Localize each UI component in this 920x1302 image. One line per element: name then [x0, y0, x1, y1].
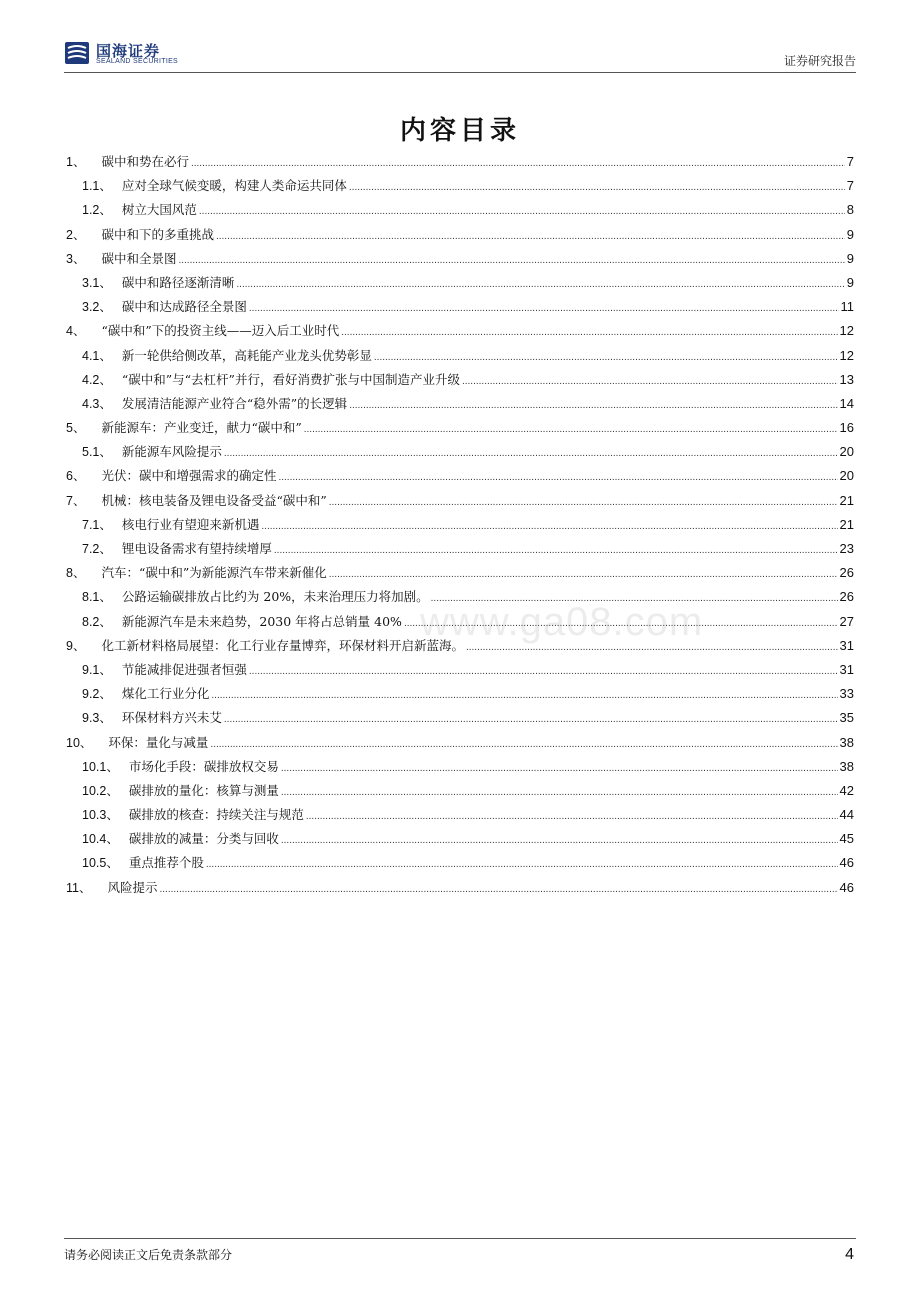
toc-entry-label: 核电行业有望迎来新机遇 — [121, 516, 260, 532]
toc-dot-leader — [281, 763, 838, 774]
toc-entry-page: 26 — [839, 589, 854, 605]
toc-entry-number: 10.2、 — [82, 783, 119, 798]
toc-entry-page: 12 — [839, 347, 854, 363]
toc-entry[interactable] — [66, 878, 854, 902]
toc-entry[interactable] — [66, 466, 854, 490]
toc-entry-number: 9.2、 — [82, 687, 112, 702]
toc-entry-page: 9 — [846, 226, 854, 242]
toc-entry-page: 42 — [839, 782, 854, 798]
toc-entry[interactable] — [66, 491, 854, 515]
toc-entry[interactable] — [66, 200, 854, 224]
toc-entry[interactable] — [66, 684, 854, 708]
toc-entry-number: 11、 — [66, 880, 92, 895]
toc-entry-number: 9.3、 — [82, 711, 112, 726]
toc-entry-label: 公路运输碳排放占比约为 20%，未来治理压力将加剧。 — [121, 589, 429, 605]
toc-entry[interactable] — [66, 853, 854, 877]
toc-entry-label: 发展清洁能源产业符合“稳外需”的长逻辑 — [121, 395, 348, 411]
toc-entry-number: 5.1、 — [82, 445, 112, 460]
toc-entry[interactable] — [66, 660, 854, 684]
toc-entry-page: 11 — [840, 299, 854, 315]
toc-entry-page: 44 — [839, 807, 854, 823]
toc-dot-leader — [206, 859, 838, 870]
toc-entry-number: 7.1、 — [82, 517, 112, 532]
toc-dot-leader — [249, 666, 838, 677]
toc-entry-number: 5、 — [66, 421, 86, 436]
footer-divider — [64, 1238, 856, 1239]
toc-entry-page: 26 — [839, 565, 854, 581]
toc-entry-page: 8 — [846, 202, 854, 218]
toc-dot-leader — [224, 714, 838, 725]
toc-entry-label: “碳中和”下的投资主线——迈入后工业时代 — [101, 323, 340, 339]
toc-entry-number: 4.3、 — [82, 396, 112, 411]
toc-dot-leader — [261, 521, 837, 532]
toc-entry-label: 树立大国风范 — [121, 202, 197, 218]
toc-dot-leader — [329, 497, 838, 508]
toc-dot-leader — [199, 206, 845, 217]
toc-entry-label: 煤化工行业分化 — [121, 686, 210, 702]
toc-entry-number: 3、 — [66, 251, 86, 266]
toc-entry-label: 碳排放的减量：分类与回收 — [128, 831, 279, 847]
company-name-cn: 国海证券 — [96, 42, 161, 60]
toc-entry-label: 碳中和全景图 — [101, 250, 177, 266]
toc-dot-leader — [462, 376, 838, 387]
table-of-contents — [66, 152, 854, 902]
toc-entry-label: 锂电设备需求有望持续增厚 — [121, 541, 272, 556]
page-header — [64, 38, 856, 72]
toc-dot-leader — [374, 352, 838, 363]
toc-entry-label: 碳排放的核查：持续关注与规范 — [128, 807, 304, 823]
toc-entry-number: 9.1、 — [82, 662, 112, 677]
toc-entry-label: 汽车：“碳中和”为新能源汽车带来新催化 — [101, 565, 327, 581]
toc-entry-number: 7、 — [66, 493, 86, 508]
toc-entry[interactable] — [66, 733, 854, 757]
toc-dot-leader — [281, 787, 838, 798]
toc-dot-leader — [274, 545, 838, 556]
toc-dot-leader — [281, 835, 838, 846]
toc-entry-page: 33 — [839, 686, 854, 702]
toc-entry-label: 重点推荐个股 — [128, 855, 204, 871]
toc-entry-number: 8.2、 — [82, 614, 112, 629]
toc-entry-number: 8.1、 — [82, 590, 112, 605]
report-type-label: 证券研究报告 — [783, 54, 856, 68]
toc-entry-page: 7 — [846, 178, 854, 194]
toc-entry-number: 10、 — [66, 735, 93, 750]
toc-entry-label: 环保材料方兴未艾 — [121, 710, 222, 726]
toc-entry-label: 新能源汽车是未来趋势，2030 年将占总销量 40% — [121, 613, 402, 629]
toc-entry[interactable] — [66, 708, 854, 732]
toc-entry[interactable] — [66, 442, 854, 466]
toc-dot-leader — [224, 448, 838, 459]
toc-entry-page: 31 — [839, 661, 854, 677]
toc-dot-leader — [278, 472, 837, 483]
toc-dot-leader — [191, 158, 845, 169]
toc-entry[interactable] — [66, 346, 854, 370]
company-name-en: SEALAND SECURITIES — [96, 58, 179, 65]
toc-dot-leader — [304, 424, 838, 435]
toc-entry-page: 14 — [839, 395, 854, 411]
toc-entry[interactable] — [66, 539, 854, 563]
toc-entry[interactable] — [66, 297, 854, 321]
toc-entry-label: 碳中和下的多重挑战 — [101, 226, 214, 242]
toc-entry[interactable] — [66, 249, 854, 273]
toc-entry-label: 碳中和达成路径全景图 — [121, 299, 247, 315]
toc-entry-number: 4、 — [66, 324, 86, 339]
toc-entry-label: 新能源车：产业变迁，献力“碳中和” — [101, 420, 302, 436]
toc-entry[interactable] — [66, 515, 854, 539]
toc-entry[interactable] — [66, 225, 854, 249]
toc-dot-leader — [160, 884, 838, 895]
toc-entry[interactable] — [66, 273, 854, 297]
toc-entry-number: 8、 — [66, 566, 86, 581]
page-number: 4 — [845, 1246, 854, 1263]
toc-dot-leader — [349, 400, 837, 411]
toc-entry-number: 10.1、 — [82, 759, 119, 774]
toc-entry-number: 7.2、 — [82, 542, 112, 556]
toc-entry-label: 光伏：碳中和增强需求的确定性 — [101, 468, 277, 484]
toc-entry-page: 13 — [839, 371, 854, 387]
toc-dot-leader — [211, 690, 837, 701]
toc-dot-leader — [216, 231, 845, 242]
toc-entry[interactable] — [66, 370, 854, 394]
toc-dot-leader — [329, 569, 838, 580]
toc-entry-page: 16 — [839, 420, 854, 436]
toc-entry[interactable] — [66, 563, 854, 587]
toc-entry-page: 35 — [839, 710, 854, 726]
header-divider — [64, 72, 856, 73]
toc-entry-label: 机械：核电装备及锂电设备受益“碳中和” — [101, 492, 327, 508]
toc-entry-label: 碳中和路径逐渐清晰 — [121, 274, 235, 290]
toc-dot-leader — [210, 739, 837, 750]
toc-entry[interactable] — [66, 805, 854, 829]
toc-entry-label: “碳中和”与“去杠杆”并行，看好消费扩张与中国制造产业升级 — [121, 371, 460, 387]
toc-entry-number: 10.4、 — [82, 832, 119, 847]
toc-entry-page: 46 — [839, 879, 854, 895]
toc-entry-label: 应对全球气候变暖，构建人类命运共同体 — [121, 178, 347, 194]
toc-entry-page: 7 — [846, 154, 854, 169]
toc-entry-page: 21 — [839, 492, 854, 508]
sealand-logo-icon — [64, 40, 90, 66]
toc-entry-page: 38 — [839, 758, 854, 774]
toc-entry-number: 6、 — [66, 469, 86, 484]
toc-entry-number: 1.1、 — [82, 179, 112, 194]
toc-entry-page: 21 — [839, 516, 854, 532]
toc-entry-label: 碳排放的量化：核算与测量 — [128, 782, 279, 798]
disclaimer-note: 请务必阅读正文后免责条款部分 — [64, 1248, 233, 1262]
toc-entry[interactable] — [66, 418, 854, 442]
toc-entry-page: 12 — [839, 323, 854, 339]
toc-entry-number: 1.2、 — [82, 203, 112, 218]
toc-entry-page: 31 — [839, 637, 854, 653]
toc-entry[interactable] — [66, 394, 854, 418]
toc-entry-page: 45 — [839, 831, 854, 847]
toc-entry-label: 新一轮供给侧改革，高耗能产业龙头优势彰显 — [121, 347, 372, 363]
toc-dot-leader — [178, 255, 844, 266]
watermark: www.ga08.com — [420, 600, 704, 644]
toc-entry-page: 9 — [846, 250, 854, 266]
toc-entry[interactable] — [66, 176, 854, 200]
toc-dot-leader — [341, 327, 837, 338]
toc-entry-page: 27 — [839, 613, 854, 629]
toc-entry-number: 3.1、 — [82, 275, 112, 290]
toc-entry-page: 38 — [839, 734, 854, 750]
toc-entry-number: 3.2、 — [82, 300, 112, 315]
page-title: 内容目录 — [399, 116, 520, 146]
toc-entry[interactable] — [66, 321, 854, 345]
toc-entry[interactable] — [66, 781, 854, 805]
toc-entry-label: 新能源车风险提示 — [121, 444, 222, 460]
toc-entry-number: 4.1、 — [82, 348, 112, 363]
toc-entry-number: 10.3、 — [82, 808, 119, 823]
toc-entry-page: 23 — [839, 541, 854, 556]
toc-dot-leader — [306, 811, 838, 822]
toc-entry-page: 20 — [839, 444, 854, 460]
toc-entry-label: 节能减排促进强者恒强 — [121, 661, 247, 677]
toc-entry[interactable] — [66, 757, 854, 781]
toc-entry-label: 风险提示 — [107, 879, 158, 895]
toc-entry-page: 9 — [846, 274, 854, 290]
toc-dot-leader — [249, 303, 839, 314]
toc-entry-label: 环保：量化与减量 — [108, 734, 209, 750]
toc-entry-page: 46 — [839, 855, 854, 871]
toc-entry-label: 化工新材料格局展望：化工行业存量博弈，环保材料开启新蓝海。 — [101, 637, 464, 653]
toc-dot-leader — [236, 279, 844, 290]
toc-entry-label: 碳中和势在必行 — [101, 154, 189, 169]
toc-entry-number: 2、 — [66, 227, 86, 242]
toc-entry-label: 市场化手段：碳排放权交易 — [128, 758, 279, 774]
toc-entry-number: 10.5、 — [82, 856, 119, 871]
toc-entry-number: 1、 — [66, 155, 86, 169]
toc-entry-page: 20 — [839, 468, 854, 484]
toc-entry-number: 4.2、 — [82, 372, 112, 387]
toc-entry[interactable] — [66, 829, 854, 853]
toc-dot-leader — [349, 182, 845, 193]
toc-entry-number: 9、 — [66, 638, 86, 653]
toc-entry[interactable] — [66, 152, 854, 176]
